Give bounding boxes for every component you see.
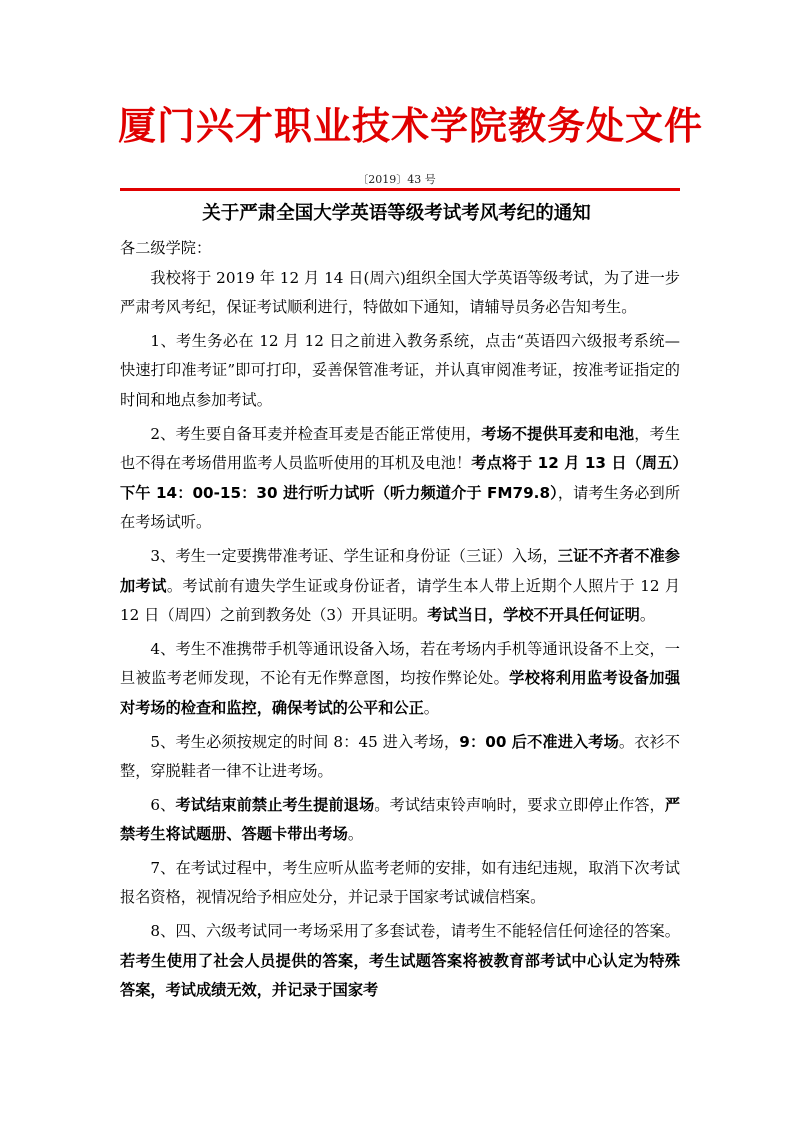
item-8-bold-a: 若考生使用了社会人员提供的答案，考生试题答案将被教育部考试中心认定为特殊答案，考试成绩无效，并记录于国家考 bbox=[120, 951, 680, 1000]
item-4-paragraph bbox=[120, 635, 680, 724]
document-number: 〔2019〕43 号 bbox=[357, 173, 436, 186]
item-6-bold-a: 考试结束前禁止考生提前退场 bbox=[175, 795, 375, 814]
item-2-bold-b: 考点将于 12 月 13 日（周五）下午 14：00-15：30 进行听力试听（听力频道介于 FM79.8） bbox=[120, 454, 681, 502]
item-4-bold-a: 学校将利用监考设备加强对考场的检查和监控，确保考试的公平和公正 bbox=[120, 669, 681, 717]
item-2-text-c: ，请考生务必到所在考场试听。 bbox=[120, 483, 681, 532]
item-5-text-b: 。衣衫不整，穿脱鞋者一律不让进考场。 bbox=[120, 732, 680, 781]
item-6-paragraph bbox=[120, 791, 680, 850]
item-7-paragraph: 7、在考试过程中，考生应听从监考老师的安排，如有违纪违规，取消下次考试报名资格，视情况给予相应处分，并记录于国家考试诚信档案。 bbox=[120, 858, 680, 907]
item-6-text-c: 。 bbox=[347, 825, 363, 844]
item-3-text-b: 。考试前有遗失学生证或身份证者，请学生本人带上近期个人照片于 12 月 12 日（周四）之前到教务处（3）开具证明。 bbox=[120, 576, 681, 625]
item-2-bold-a: 考场不提供耳麦和电池 bbox=[481, 424, 635, 443]
notice-body bbox=[120, 234, 680, 1006]
item-6-bold-b: 严禁考生将试题册、答题卡带出考场 bbox=[120, 795, 681, 844]
notice-title: 关于严肃全国大学英语等级考试考风考纪的通知 bbox=[202, 203, 591, 224]
item-3-paragraph bbox=[120, 542, 680, 631]
item-8-text-a: 8、四、六级考试同一考场采用了多套试卷，请考生不能轻信任何途径的答案。 bbox=[150, 922, 680, 941]
item-5-paragraph bbox=[120, 728, 680, 787]
item-6-text-b: 。考试结束铃声响时，要求立即停止作答， bbox=[374, 795, 665, 814]
item-1-paragraph: 1、考生务必在 12 月 12 日之前进入教务系统，点击“英语四六级报考系统—快速打印准考证”即可打印，妥善保管准考证，并认真审阅准考证，按准考证指定的时间和地点参加考试。 bbox=[120, 331, 680, 409]
item-4-text-b: 。 bbox=[423, 698, 439, 717]
item-3-text-c: 。 bbox=[639, 606, 656, 625]
item-3-bold-b: 考试当日，学校不开具任何证明 bbox=[427, 606, 640, 625]
item-4-text-a: 4、考生不准携带手机等通讯设备入场，若在考场内手机等通讯设备不上交，一旦被监考老师发现，不论有无作弊意图，均按作弊论处。 bbox=[120, 639, 680, 688]
item-2-text-b: ，考生也不得在考场借用监考人员监听使用的耳机及电池！ bbox=[120, 424, 681, 473]
item-5-text-a: 5、考生必须按规定的时间 8：45 进入考场， bbox=[150, 732, 460, 751]
item-5-bold-a: 9：00 后不准进入考场 bbox=[459, 732, 619, 751]
red-divider-line bbox=[120, 188, 680, 191]
item-3-bold-a: 三证不齐者不准参加考试 bbox=[120, 546, 680, 595]
item-8-paragraph bbox=[120, 917, 680, 1006]
intro-paragraph: 我校将于 2019 年 12 月 14 日(周六)组织全国大学英语等级考试，为了进一步严肃考风考纪，保证考试顺利进行，特做如下通知，请辅导员务必告知考生。 bbox=[120, 268, 680, 317]
salutation: 各二级学院： bbox=[120, 239, 212, 257]
item-6-text-a: 6、 bbox=[150, 795, 176, 814]
item-2-paragraph bbox=[120, 420, 680, 538]
item-2-text-a: 2、考生要自备耳麦并检查耳麦是否能正常使用， bbox=[150, 424, 482, 443]
item-3-text-a: 3、考生一定要携带准考证、学生证和身份证（三证）入场， bbox=[150, 546, 558, 565]
masthead-title: 厦门兴才职业技术学院教务处文件 bbox=[118, 103, 704, 148]
